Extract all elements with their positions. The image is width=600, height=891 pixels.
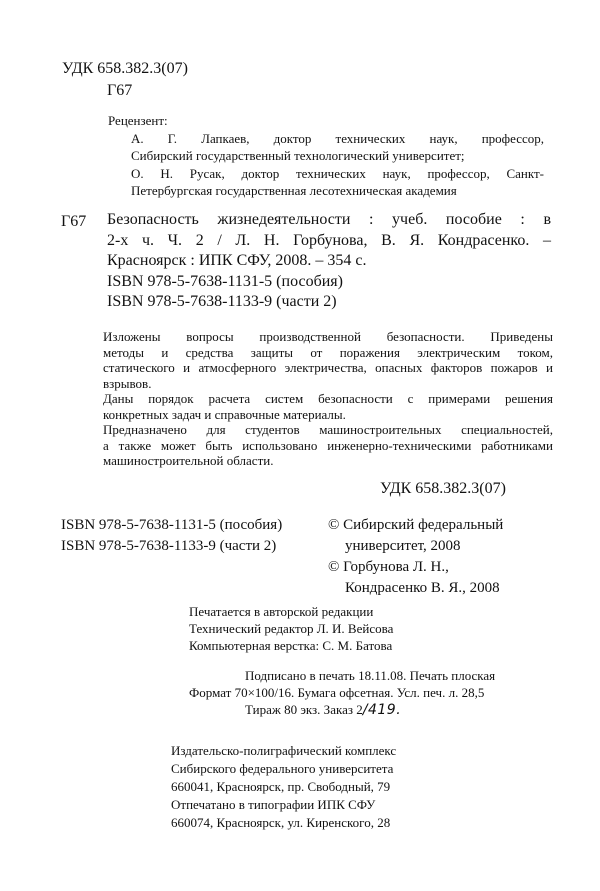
abstract-paragraph	[103, 391, 553, 422]
publisher-line: 660041, Красноярск, пр. Свободный, 79	[171, 779, 391, 794]
isbn-list	[61, 515, 282, 557]
abstract	[103, 329, 553, 469]
abstract-line: взрывов.	[103, 375, 152, 391]
printing-details	[189, 667, 495, 719]
author-sign-code: Г67	[107, 82, 133, 99]
bibliography-code: Г67	[61, 213, 87, 230]
bibliography-isbn: ISBN 978-5-7638-1133-9 (части 2)	[107, 293, 337, 310]
bibliography-line: 2-х ч. Ч. 2 / Л. Н. Горбунова, В. Я. Кондрасенко. –	[107, 231, 551, 249]
udk-classification: УДК 658.382.3(07)	[62, 60, 188, 77]
publisher-info	[171, 742, 396, 832]
copyright-line: университет, 2008	[345, 538, 461, 554]
abstract-line: а также может быть использовано инженерно-техническими работниками	[103, 437, 553, 453]
signing-line: Подписано в печать 18.11.08. Печать плоская	[245, 668, 496, 683]
copyright-notice	[328, 515, 503, 599]
isbn-line: ISBN 978-5-7638-1133-9 (части 2)	[61, 538, 277, 554]
bibliography-line: Красноярск : ИПК СФУ, 2008. – 354 с.	[107, 252, 367, 269]
reviewer-line: Петербургская государственная лесотехническая академия	[131, 183, 457, 198]
abstract-line: конкретных задач и справочные материалы.	[103, 406, 346, 422]
copyright-line: © Сибирский федеральный	[328, 517, 504, 533]
handwritten-order-number: /419.	[362, 702, 402, 718]
bibliographic-record	[107, 210, 551, 313]
udk-classification-bottom: УДК 658.382.3(07)	[380, 480, 506, 497]
reviewer-line: А. Г. Лапкаев, доктор технических наук, профессор,	[131, 130, 544, 146]
abstract-paragraph	[103, 422, 553, 469]
reviewer-line: Сибирский государственный технологический университет;	[131, 148, 465, 163]
reviewer-line: О. Н. Русак, доктор технических наук, профессор, Санкт-	[131, 165, 544, 181]
imprint-line: Технический редактор Л. И. Вейсова	[189, 621, 394, 636]
reviewer-block	[104, 112, 544, 200]
format-line: Формат 70×100/16. Бумага офсетная. Усл. печ. л. 28,5	[189, 685, 485, 700]
copyright-line: Кондрасенко В. Я., 2008	[345, 580, 500, 596]
bibliography-line: Безопасность жизнедеятельности : учеб. пособие : в	[107, 211, 551, 228]
abstract-line: машиностроительной области.	[103, 453, 274, 468]
print-run-text: Тираж 80 экз. Заказ 2	[245, 702, 363, 717]
imprint-line: Компьютерная верстка: С. М. Батова	[189, 638, 393, 653]
publisher-line: 660074, Красноярск, ул. Киренского, 28	[171, 815, 391, 830]
bibliography-isbn: ISBN 978-5-7638-1131-5 (пособия)	[107, 272, 343, 290]
abstract-line: Даны порядок расчета систем безопасности с примерами решения	[103, 391, 553, 406]
publisher-line: Издательско-полиграфический комплекс	[171, 743, 397, 758]
imprint-line: Печатается в авторской редакции	[189, 604, 374, 619]
abstract-line: Изложены вопросы производственной безопасности. Приведены	[103, 329, 553, 344]
abstract-paragraph	[103, 329, 553, 391]
reviewer-heading: Рецензент:	[108, 113, 168, 128]
abstract-line: Предназначено для студентов машиностроительных специальностей,	[103, 422, 553, 437]
abstract-line: методы и средства защиты от поражения электрическим током,	[103, 344, 553, 360]
copyright-line: © Горбунова Л. Н.,	[328, 559, 449, 575]
publisher-line: Сибирского федерального университета	[171, 761, 394, 776]
imprint-credits	[189, 603, 393, 654]
abstract-line: статического и атмосферного электричества, опасных факторов пожаров и	[103, 360, 553, 375]
isbn-line: ISBN 978-5-7638-1131-5 (пособия)	[61, 517, 283, 533]
print-run-line	[189, 701, 495, 719]
publisher-line: Отпечатано в типографии ИПК СФУ	[171, 797, 376, 812]
